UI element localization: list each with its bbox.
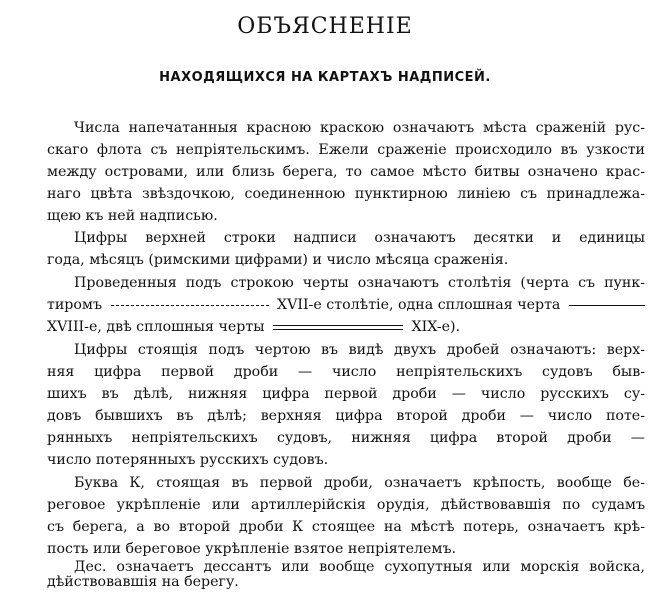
text-line: Буква К, стоящая въ первой дроби, означаетъ крѣпость, вообще бе- xyxy=(74,475,645,491)
text-line: рянныхъ непріятельскихъ судовъ, нижняя цифра второй дроби — xyxy=(47,430,645,446)
double-line-sample xyxy=(273,325,403,330)
dash-dot-line-sample xyxy=(111,305,269,306)
text-line: щею къ ней надписью. xyxy=(47,208,218,224)
text-line: скаго флота съ непріятельскимъ. Ежели сраженіе происходило въ узкости xyxy=(47,142,645,158)
text-fragment: XVIII-е, двѣ сплошныя черты xyxy=(47,319,265,335)
text-line: года, мѣсяцъ (римскими цифрами) и число мѣсяца сраженія. xyxy=(47,252,509,268)
text-line: дѣйствовавшія на берегу. xyxy=(47,574,239,590)
text-line xyxy=(47,294,645,316)
text-line: между островами, или близь берега, то самое мѣсто битвы означено крас- xyxy=(47,164,645,180)
solid-line-sample xyxy=(569,305,645,306)
text-fragment: тиромъ xyxy=(47,297,102,313)
text-line: число потерянныхъ русскихъ судовъ. xyxy=(47,452,329,468)
text-line: наго цвѣта звѣздочкою, соединенною пунктирною линіею съ принадлежа- xyxy=(47,186,645,202)
text-line: Числа напечатанныя красною краскою означаютъ мѣста сраженій рус- xyxy=(74,120,645,136)
text-line: шихъ въ дѣлѣ, нижняя цифра первой дроби — число русскихъ су- xyxy=(47,386,645,402)
text-line: пость или береговое укрѣпленіе взятое непріятелемъ. xyxy=(47,541,456,557)
text-fragment: XIX-е). xyxy=(411,319,461,335)
text-line: няя цифра первой дроби — число непріятельскихъ судовъ быв- xyxy=(47,364,645,380)
text-line: Цифры верхней строки надписи означаютъ десятки и единицы xyxy=(74,230,645,246)
text-line: съ берега, а во второй дроби К стоящее на мѣстѣ потерь, означаетъ крѣ- xyxy=(47,519,645,535)
page-subtitle: НАХОДЯЩИХСЯ НА КАРТАХЪ НАДПИСЕЙ. xyxy=(159,70,491,85)
text-line: Проведенныя подъ строкою черты означаютъ столѣтія (черта съ пунк- xyxy=(74,275,645,291)
text-line: Цифры стоящія подъ чертою въ видѣ двухъ дробей означаютъ: верх- xyxy=(74,342,645,358)
text-line: довъ бывшихъ въ дѣлѣ; верхняя цифра второй дроби — число поте- xyxy=(47,408,645,424)
page-title: ОБЪЯСНЕНІЕ xyxy=(237,14,413,39)
text-line: реговое укрѣпленіе или артиллерійскія орудія, дѣйствовавшія по судамъ xyxy=(47,497,645,513)
text-line: Дес. означаетъ дессантъ или вообще сухопутныя или морскія войска, xyxy=(74,559,645,575)
text-fragment: XVII-е столѣтіе, одна сплошная черта xyxy=(277,297,561,313)
text-line xyxy=(47,316,645,338)
